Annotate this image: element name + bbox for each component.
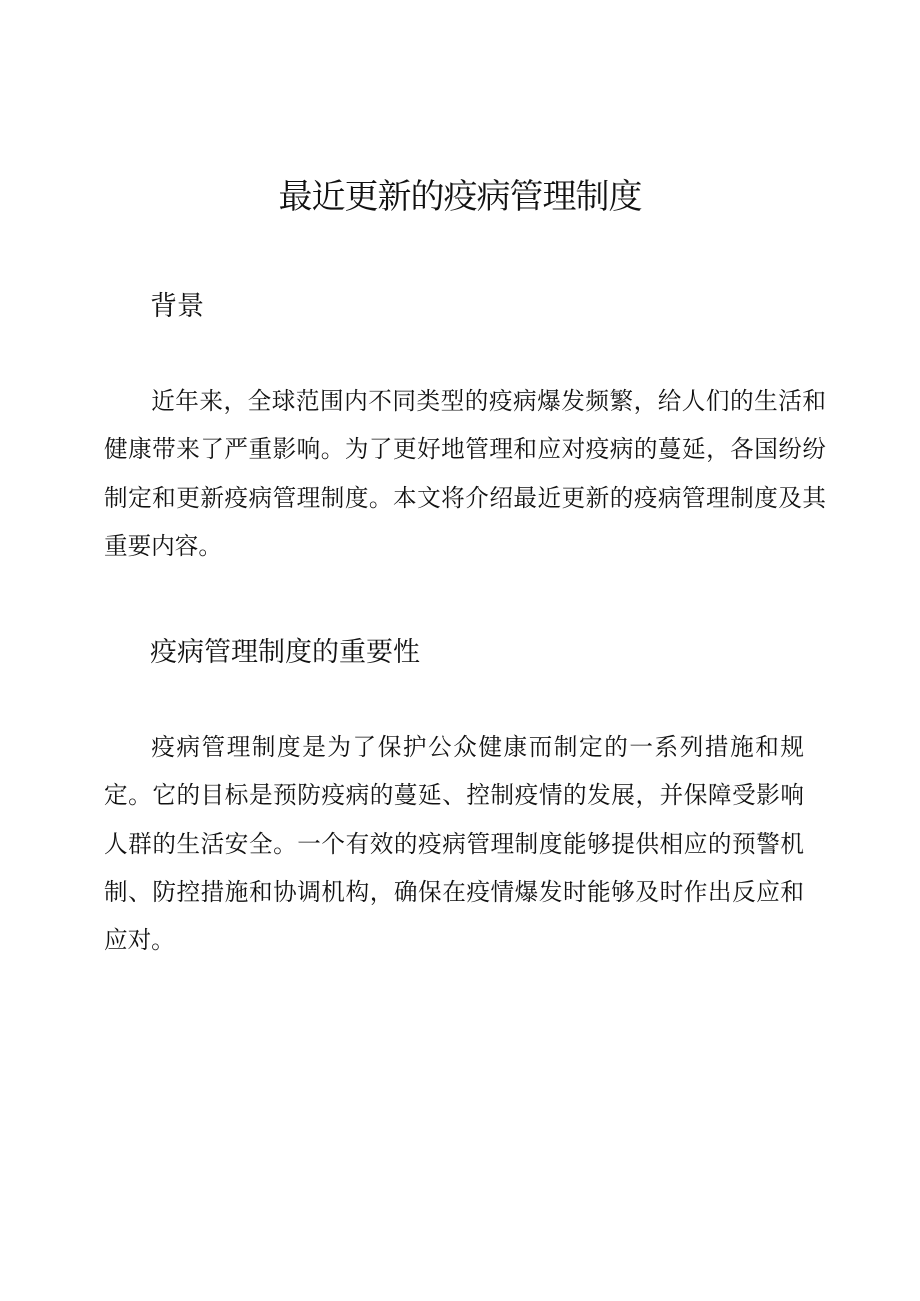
section-heading-importance: 疫病管理制度的重要性 <box>150 637 420 668</box>
section-paragraph-importance: 疫病管理制度是为了保护公众健康而制定的一系列措施和规定。它的目标是预防疫病的蔓延、控制疫情的发展，并保障受影响人群的生活安全。一个有效的疫病管理制度能够提供相应的预警机制、防控措施和协调机构，确保在疫情爆发时能够及时作出反应和应对。 <box>104 733 804 955</box>
section-paragraph-background: 近年来，全球范围内不同类型的疫病爆发频繁，给人们的生活和健康带来了严重影响。为了更好地管理和应对疫病的蔓延，各国纷纷制定和更新疫病管理制度。本文将介绍最近更新的疫病管理制度及其重要内容。 <box>104 387 826 560</box>
document-title: 最近更新的疫病管理制度 <box>278 177 642 217</box>
section-heading-background: 背景 <box>150 291 204 322</box>
